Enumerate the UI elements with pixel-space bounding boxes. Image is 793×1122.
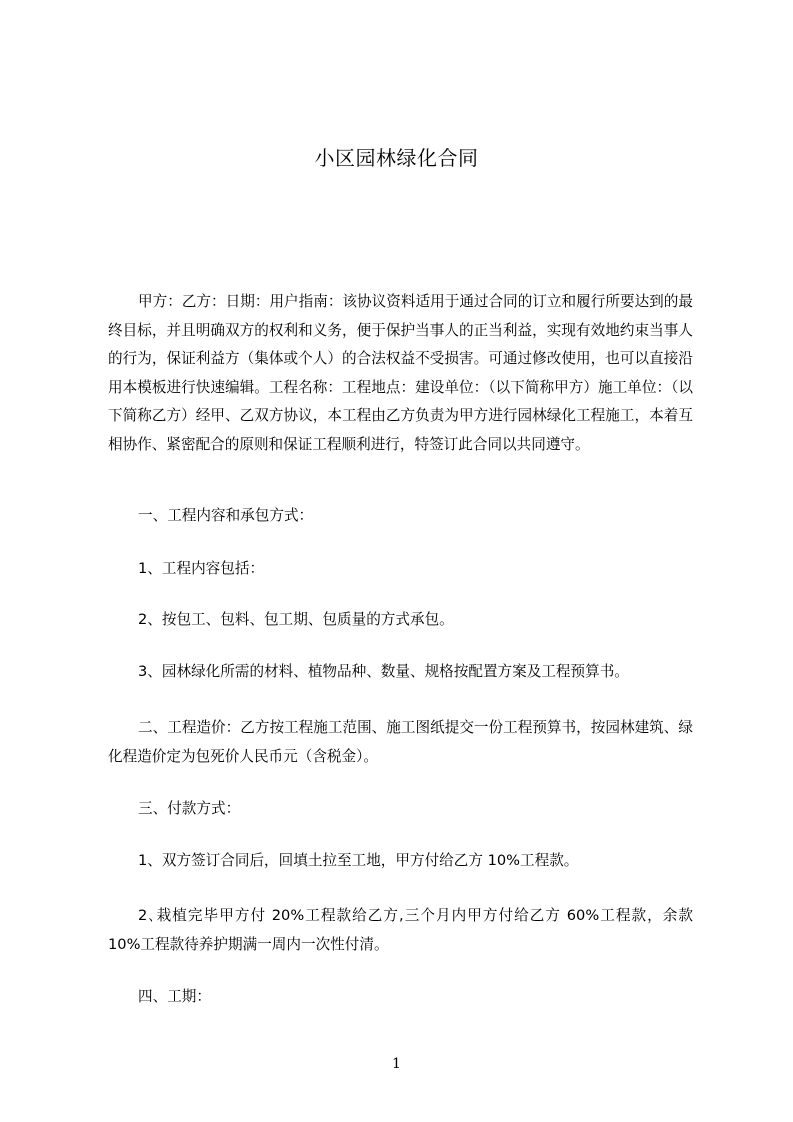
document-title: 小区园林绿化合同 bbox=[314, 146, 479, 170]
page-number: 1 bbox=[392, 1056, 401, 1072]
clause-1-1: 1、工程内容包括： bbox=[138, 560, 265, 577]
clause-1-2: 2、按包工、包料、包工期、包质量的方式承包。 bbox=[138, 611, 454, 628]
section-heading-work-content: 一、工程内容和承包方式： bbox=[138, 507, 314, 524]
intro-paragraph: 甲方：乙方：日期：用户指南：该协议资料适用于通过合同的订立和履行所要达到的最终目标，并且明确双方的权利和义务，便于保护当事人的正当利益，实现有效地约束当事人的行为，保证利益方（集体或个人）的合法权益不受损害。可通过修改使用，也可以直接沿用本模板进行快速编辑。工程名称：工程地点：建设单位：（以下简称甲方）施工单位：（以下简称乙方）经甲、乙双方协议，本工程由乙方负责为甲方进行园林绿化工程施工，本着互相协作、紧密配合的原则和保证工程顺利进行，特签订此合同以共同遵守。 bbox=[108, 293, 693, 453]
clause-3-2: 2､栽植完毕甲方付 20%工程款给乙方,三个月内甲方付给乙方 60%工程款，余款 10%工程款待养护期满一周内一次性付清。 bbox=[108, 907, 693, 953]
section-heading-cost: 二、工程造价：乙方按工程施工范围、施工图纸提交一份工程预算书，按园林建筑、绿化程造价定为包死价人民币元（含税金）。 bbox=[108, 719, 693, 765]
clause-1-3: 3、园林绿化所需的材料、植物品种、数量、规格按配置方案及工程预算书。 bbox=[138, 663, 629, 680]
section-heading-schedule: 四、工期： bbox=[138, 988, 211, 1005]
clause-3-1: 1、双方签订合同后，回填土拉至工地，甲方付给乙方 10%工程款。 bbox=[138, 852, 579, 869]
section-heading-payment: 三、付款方式： bbox=[138, 800, 241, 817]
